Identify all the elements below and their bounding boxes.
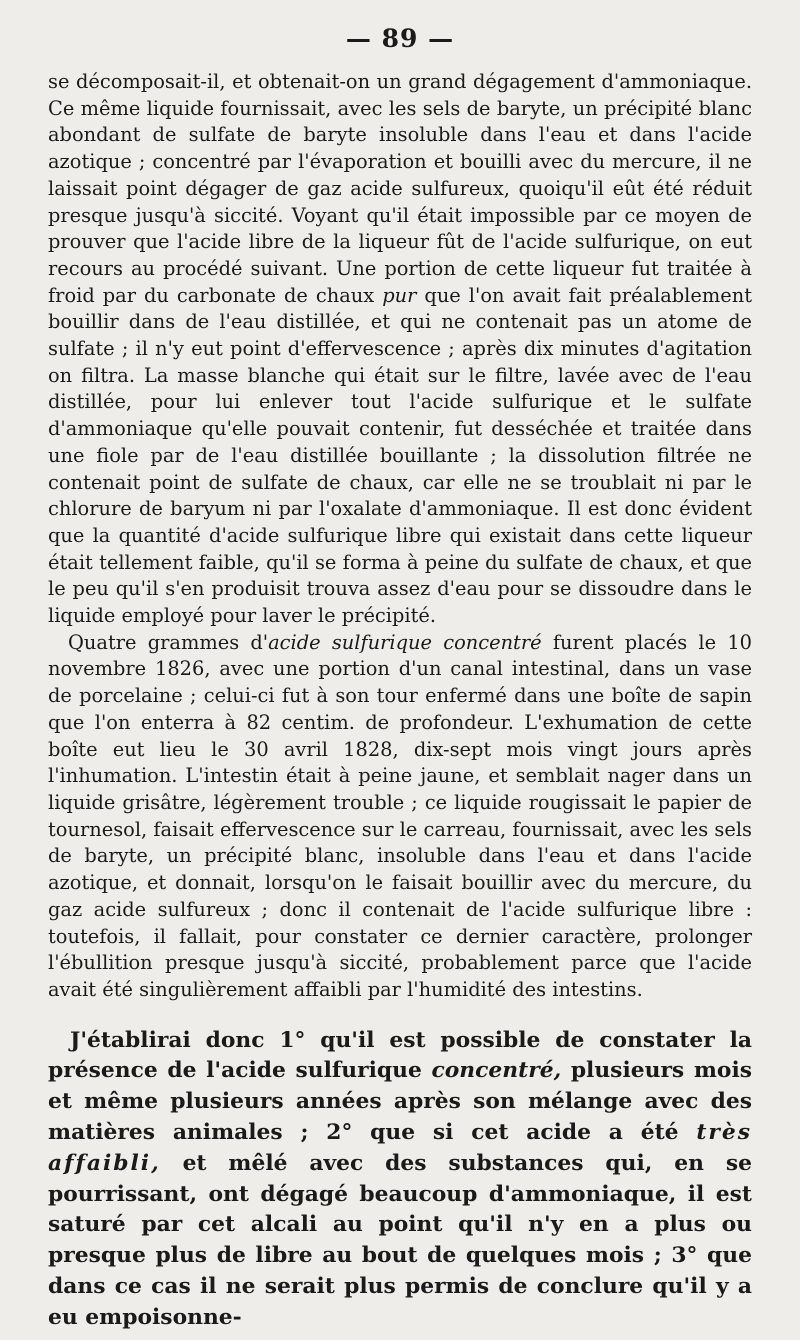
paragraph-2-text-rest: furent placés le 10 novembre 1826, avec une portion d'un canal intestinal, dans un vase de porcelaine ; celui-ci fut à son tour enfermé dans une boîte de sapin que l'on enterra à 82 centim. de profondeur. L'exhumation de cette boîte eut lieu le 30 avril 1828, dix-sept mois vingt jours après l'inhumation. L'intestin était à peine jaune, et semblait nager dans un liquide grisâtre, légèrement trouble ; ce liquide rougissait le papier de tournesol, faisait effervescence sur le carreau, fournissait, avec les sels de baryte, un précipité blanc, insoluble dans l'eau et dans l'acide azotique, et donnait, lorsqu'on le faisait bouillir avec du mercure, du gaz acide sulfureux ; donc il contenait de l'acide sulfurique libre : toutefois, il fallait, pour constater ce dernier caractère, prolonger l'ébullition presque jusqu'à siccité, probablement parce que l'acide avait été singulièrement affaibli par l'humidité des intestins. — [48, 630, 753, 1001]
paragraph-3-text: J'établirai donc 1° qu'il est possible de constater la présence de l'acide sulfurique — [48, 1027, 752, 1084]
paragraph-3-text-rest: et mêlé avec des substances qui, en se pourrissant, ont dégagé beaucoup d'ammoniaque, il est saturé par cet alcali au point qu'il n'y en a plus ou presque plus de libre au bout de quelques mois ; 3° que dans ce cas il ne serait plus permis de conclure qu'il y a eu empoisonne- — [48, 1150, 752, 1330]
paragraph-1-emphasis: pur — [382, 283, 417, 307]
paragraph-2 — [48, 630, 752, 1004]
paragraph-3 — [48, 1026, 752, 1334]
paragraph-1-text-rest: que l'on avait fait préalablement bouillir dans de l'eau distillée, et qui ne contenait pas un atome de sulfate ; il n'y eut point d'effervescence ; après dix minutes d'agitation on filtra. La masse blanche qui était sur le filtre, lavée avec de l'eau distillée, pour lui enlever tout l'acide sulfurique et le sulfate d'ammoniaque qu'elle pouvait contenir, fut desséchée et traitée dans une fiole par de l'eau distillée bouillante ; la dissolution filtrée ne contenait point de sulfate de chaux, car elle ne se troublait ni par le chlorure de baryum ni par l'oxalate d'ammoniaque. Il est donc évident que la quantité d'acide sulfurique libre qui existait dans cette liqueur était tellement faible, qu'il se forma à peine du sulfate de chaux, et que le peu qu'il s'en produisit trouva assez d'eau pour se dissoudre dans le liquide employé pour laver le précipité. — [48, 283, 752, 628]
paragraph-3-emphasis-1: concentré, — [431, 1058, 562, 1084]
paragraph-1 — [48, 69, 752, 630]
page-number: — 89 — — [345, 24, 455, 53]
paragraph-3-emphasis-2: très affaibli, — [48, 1120, 753, 1176]
paragraph-3-text-mid: plusieurs mois et même plusieurs années après son mélange avec des matières animales ; 2° que si cet acide a été — [48, 1058, 752, 1145]
paragraph-2-text: Quatre grammes d' — [68, 630, 269, 654]
paragraph-2-emphasis: acide sulfurique concentré — [268, 630, 542, 654]
paragraph-1-text: se décomposait-il, et obtenait-on un grand dégagement d'ammoniaque. Ce même liquide fournissait, avec les sels de baryte, un précipité blanc abondant de sulfate de baryte insoluble dans l'eau et dans l'acide azotique ; concentré par l'évaporation et bouilli avec du mercure, il ne laissait point dégager de gaz acide sulfureux, quoiqu'il eût été réduit presque jusqu'à siccité. Voyant qu'il était impossible par ce moyen de prouver que l'acide libre de la liqueur fût de l'acide sulfurique, on eut recours au procédé suivant. Une portion de cette liqueur fut traitée à froid par du carbonate de chaux — [48, 70, 752, 307]
